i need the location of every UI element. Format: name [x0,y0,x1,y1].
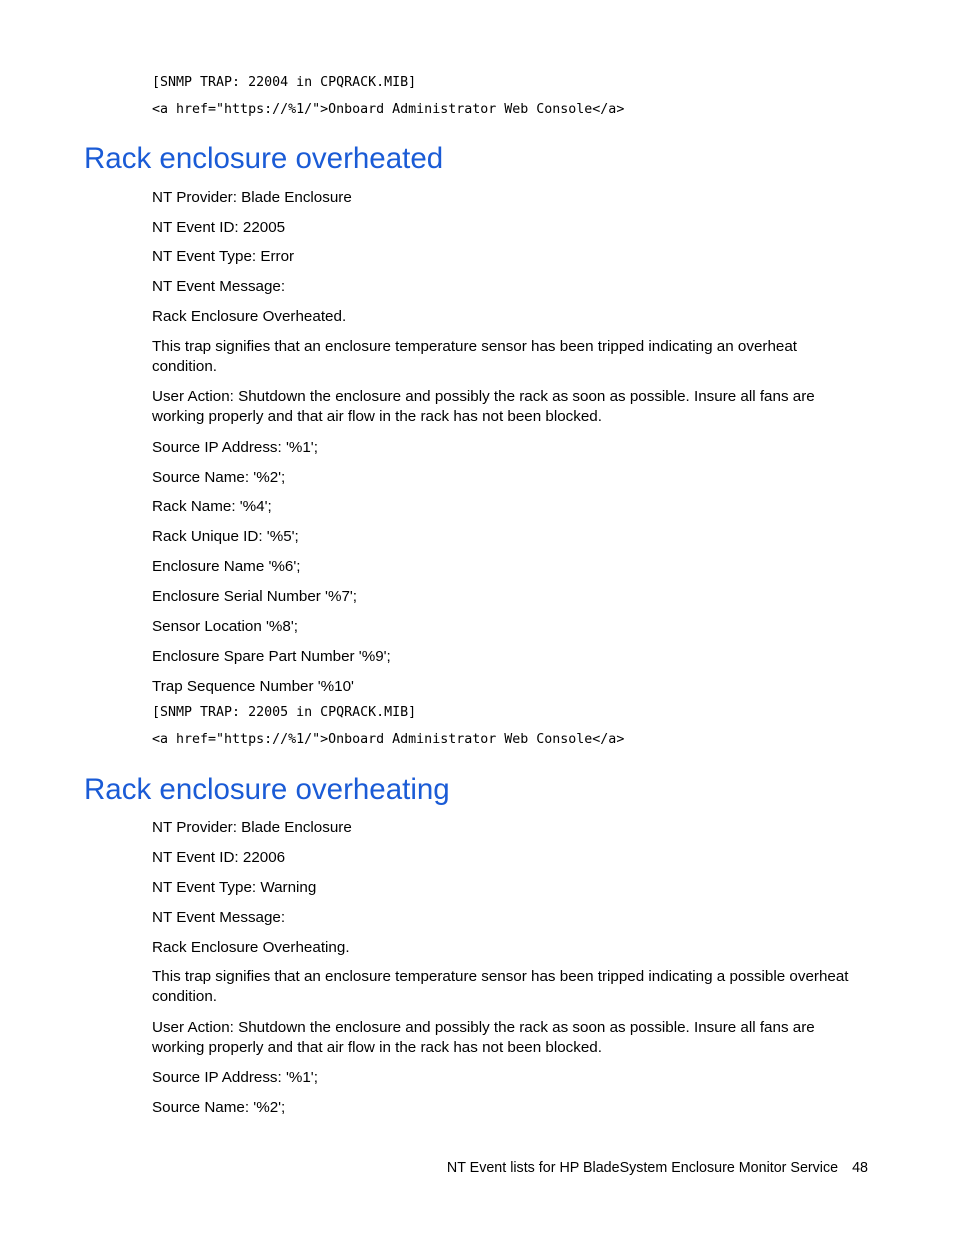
sensor-location: Sensor Location '%8'; [152,618,298,635]
footer-title: NT Event lists for HP BladeSystem Enclosure Monitor Service [446,1160,839,1176]
nt-event-message-label: NT Event Message: [152,909,286,926]
snmp-trap-22005: [SNMP TRAP: 22005 in CPQRACK.MIB] [152,705,417,720]
enclosure-name: Enclosure Name '%6'; [152,558,301,575]
source-name: Source Name: '%2'; [152,1099,286,1116]
page-number: 48 [852,1160,868,1176]
source-ip-address: Source IP Address: '%1'; [152,1069,318,1086]
section-title-overheated: Rack enclosure overheated [84,142,444,175]
nt-event-message: Rack Enclosure Overheating. [152,939,350,956]
enclosure-serial-number: Enclosure Serial Number '%7'; [152,588,358,605]
nt-provider: NT Provider: Blade Enclosure [152,189,352,206]
web-console-link-code: <a href="https://%1/">Onboard Administrator Web Console</a> [152,102,625,117]
user-action: User Action: Shutdown the enclosure and possibly the rack as soon as possible. Insure all fans are working properly and that air flow in the rack has not been blocked. [152,388,815,425]
user-action: User Action: Shutdown the enclosure and possibly the rack as soon as possible. Insure all fans are working properly and that air flow in the rack has not been blocked. [152,1019,815,1056]
enclosure-spare-part-number: Enclosure Spare Part Number '%9'; [152,648,391,665]
source-ip-address: Source IP Address: '%1'; [152,439,318,456]
nt-event-id: NT Event ID: 22006 [152,849,286,866]
trap-description: This trap signifies that an enclosure temperature sensor has been tripped indicating an overheat condition. [152,338,798,375]
nt-event-message-label: NT Event Message: [152,278,286,295]
web-console-link-code: <a href="https://%1/">Onboard Administrator Web Console</a> [152,732,625,747]
nt-event-message: Rack Enclosure Overheated. [152,308,347,325]
source-name: Source Name: '%2'; [152,469,286,486]
section-title-overheating: Rack enclosure overheating [84,773,450,806]
trap-sequence-number: Trap Sequence Number '%10' [152,678,354,695]
trap-description: This trap signifies that an enclosure temperature sensor has been tripped indicating a possible overheat condition. [152,968,849,1005]
nt-event-type: NT Event Type: Warning [152,879,317,896]
nt-event-id: NT Event ID: 22005 [152,219,286,236]
snmp-trap-22004: [SNMP TRAP: 22004 in CPQRACK.MIB] [152,75,417,90]
nt-provider: NT Provider: Blade Enclosure [152,819,352,836]
rack-name: Rack Name: '%4'; [152,498,272,515]
nt-event-type: NT Event Type: Error [152,248,295,265]
page-footer [447,1158,868,1178]
rack-unique-id: Rack Unique ID: '%5'; [152,528,299,545]
